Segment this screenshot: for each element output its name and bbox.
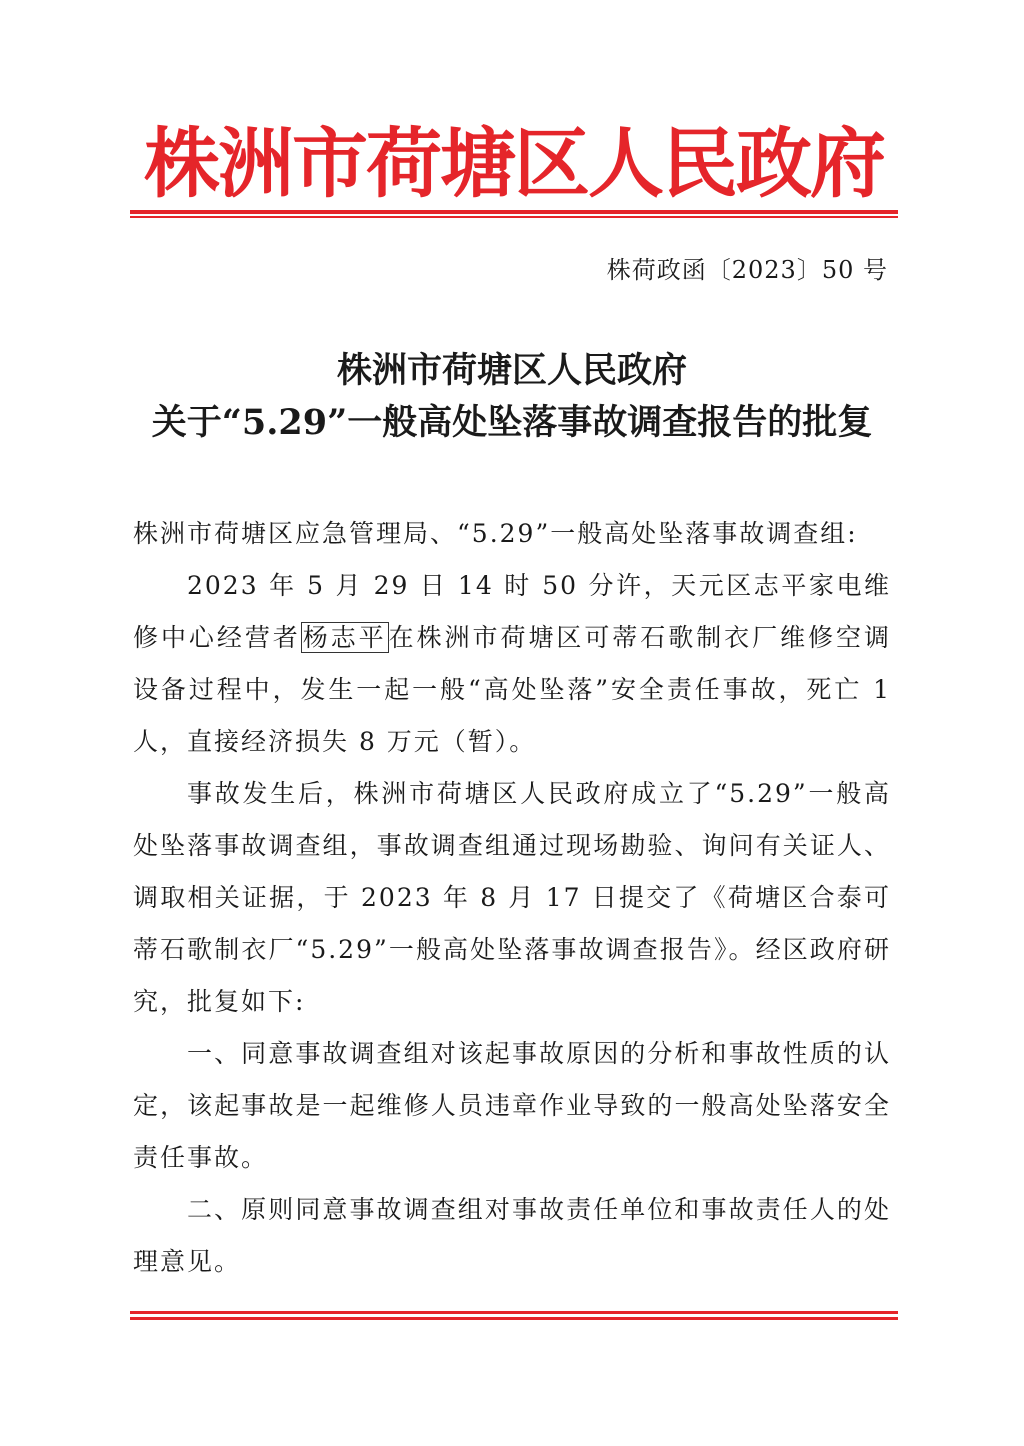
document-number: 株荷政函〔2023〕50 号 [606, 256, 888, 284]
bottom-red-rule [130, 1311, 898, 1314]
bottom-red-rule-second [130, 1317, 898, 1320]
paragraph-4: 二、原则同意事故调查组对事故责任单位和事故责任人的处理意见。 [133, 1195, 891, 1276]
document-body [133, 508, 891, 1288]
paragraph-2: 事故发生后，株洲市荷塘区人民政府成立了“5.29”一般高处坠落事故调查组，事故调查组通过现场勘验、询问有关证人、调取相关证据，于 2023 年 8 月 17 日提交了《荷塘区合泰可蒂石歌制衣厂“5.29”一般高处坠落事故调查报告》。经区政府研究，批复如下: [133, 779, 891, 1016]
paragraph-3: 一、同意事故调查组对该起事故原因的分析和事故性质的认定，该起事故是一起维修人员违章作业导致的一般高处坠落安全责任事故。 [133, 1039, 891, 1172]
title-line-2: 关于“5.29”一般高处坠落事故调查报告的批复 [151, 402, 873, 443]
paragraph-1-start: 2023 年 5 月 29 日 14 时 50 分许，天元区志平家电维修中心经营者 [133, 571, 891, 652]
title-line-1: 株洲市荷塘区人民政府 [336, 350, 687, 391]
top-red-rule [130, 210, 898, 214]
addressee: 株洲市荷塘区应急管理局、“5.29”一般高处坠落事故调查组: [133, 519, 858, 548]
paragraph-1-end: 在株洲市荷塘区可蒂石歌制衣厂维修空调设备过程中，发生一起一般“高处坠落”安全责任事故，死亡 1 人，直接经济损失 8 万元（暂）。 [133, 623, 891, 756]
paragraph-1 [133, 560, 891, 768]
top-red-rule-thin [130, 216, 898, 218]
issuer-masthead: 株洲市荷塘区人民政府 [144, 119, 884, 208]
highlighted-name: 杨志平 [302, 623, 387, 652]
